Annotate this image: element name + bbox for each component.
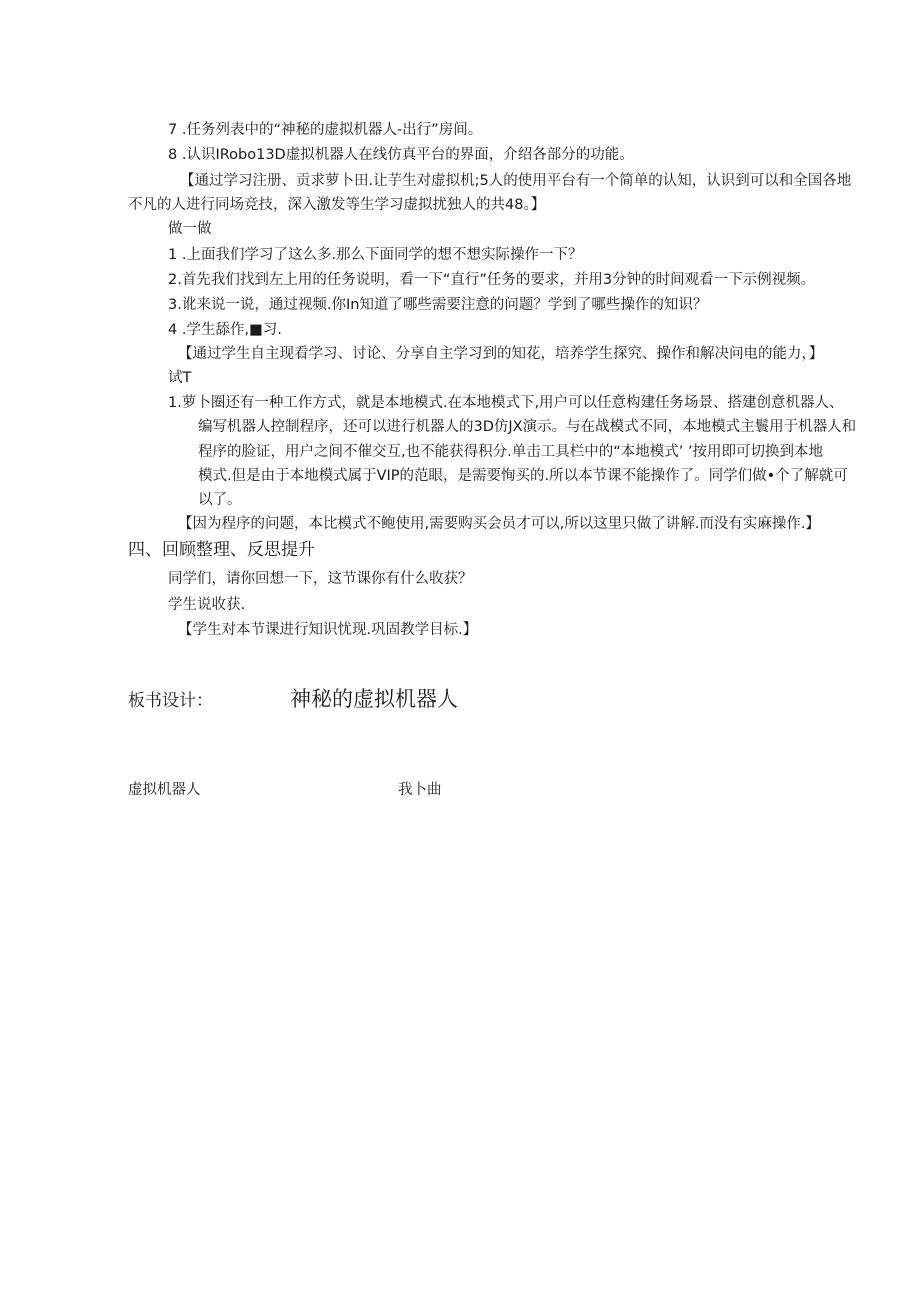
note-register-line1: 【通过学习注册、贡求萝卜田.让芋生对虚拟机;5人的使用平台有一个简单的认知，认识到可以和全国各地 [180,173,852,189]
step-7: 7 .任务列表中的“神秘的虚拟机器人-出行”房间。 [168,122,483,138]
board-left-item: 虚拟机器人 [128,782,201,798]
board-label: 板书设计： [128,691,213,711]
section-four-line1: 同学们，请你回想一下，这节课你有什么收获？ [168,571,473,587]
try-item-line4: 模式.但是由于本地模式属于VIP的范眼，是需要恂买的.所以本节课不能操作了。同学们做•个了解就可 [198,468,848,484]
heading-try: 试T [168,370,192,386]
section-four-heading: 四、回顾整理、反思提升 [128,540,315,560]
do-item-2: 2.首先我们找到左上用的任务说明，看一下“直行”任务的要求，并用3分钟的时间观看一下示例视频。 [168,272,816,288]
try-item-line1: 1.萝卜圈还有一种工作方式，就是本地模式.在本地模式下,用户可以任意构建任务场景、搭建创意机器人、 [168,395,844,411]
step-8: 8 .认识IRobo13D虚拟机器人在线仿真平台的界面，介绍各部分的功能。 [168,147,634,163]
try-item-line5: 以了。 [198,492,242,508]
do-item-1: 1 .上面我们学习了这么多.那么下面同学的想不想实际操作一下？ [168,247,583,263]
note-review: 【学生对本节课进行知识忧现.巩固教学目标.】 [178,622,478,638]
note-try: 【因为程序的问题，本比模式不鲍使用,需要购买会员才可以,所以这里只做了讲解.而没有实麻操作.】 [178,516,820,532]
note-register-line2: 不凡的人进行同场竞技，深入激发等生学习虚拟扰独人的共48。】 [128,197,546,213]
try-item-line3: 程序的脸证，用户之间不催交互,也不能获得积分.单击工具栏中的“本地模式’ ’按用即可切换到本地 [198,444,824,460]
do-item-4: 4 .学生舔作,■习. [168,322,282,338]
board-right-item: 我卜曲 [398,782,442,798]
heading-do-it: 做一做 [168,221,212,237]
try-item-line2: 编写机器人控制程序，还可以进行机器人的3D仿JX演示。与在战模式不同，本地模式主鬟用于机器人和 [198,419,857,435]
do-item-3: 3.讹来说一说，通过视频.你In知道了哪些需要注意的问题？学到了哪些操作的知识？ [168,297,708,313]
note-do-it: 【通过学生自主现看学习、讨论、分享自主学习到的知花，培养学生探究、操作和解决问电的能力，】 [178,346,824,362]
board-title: 神秘的虚拟机器人 [290,687,458,711]
section-four-line2: 学生说收获. [168,597,246,613]
